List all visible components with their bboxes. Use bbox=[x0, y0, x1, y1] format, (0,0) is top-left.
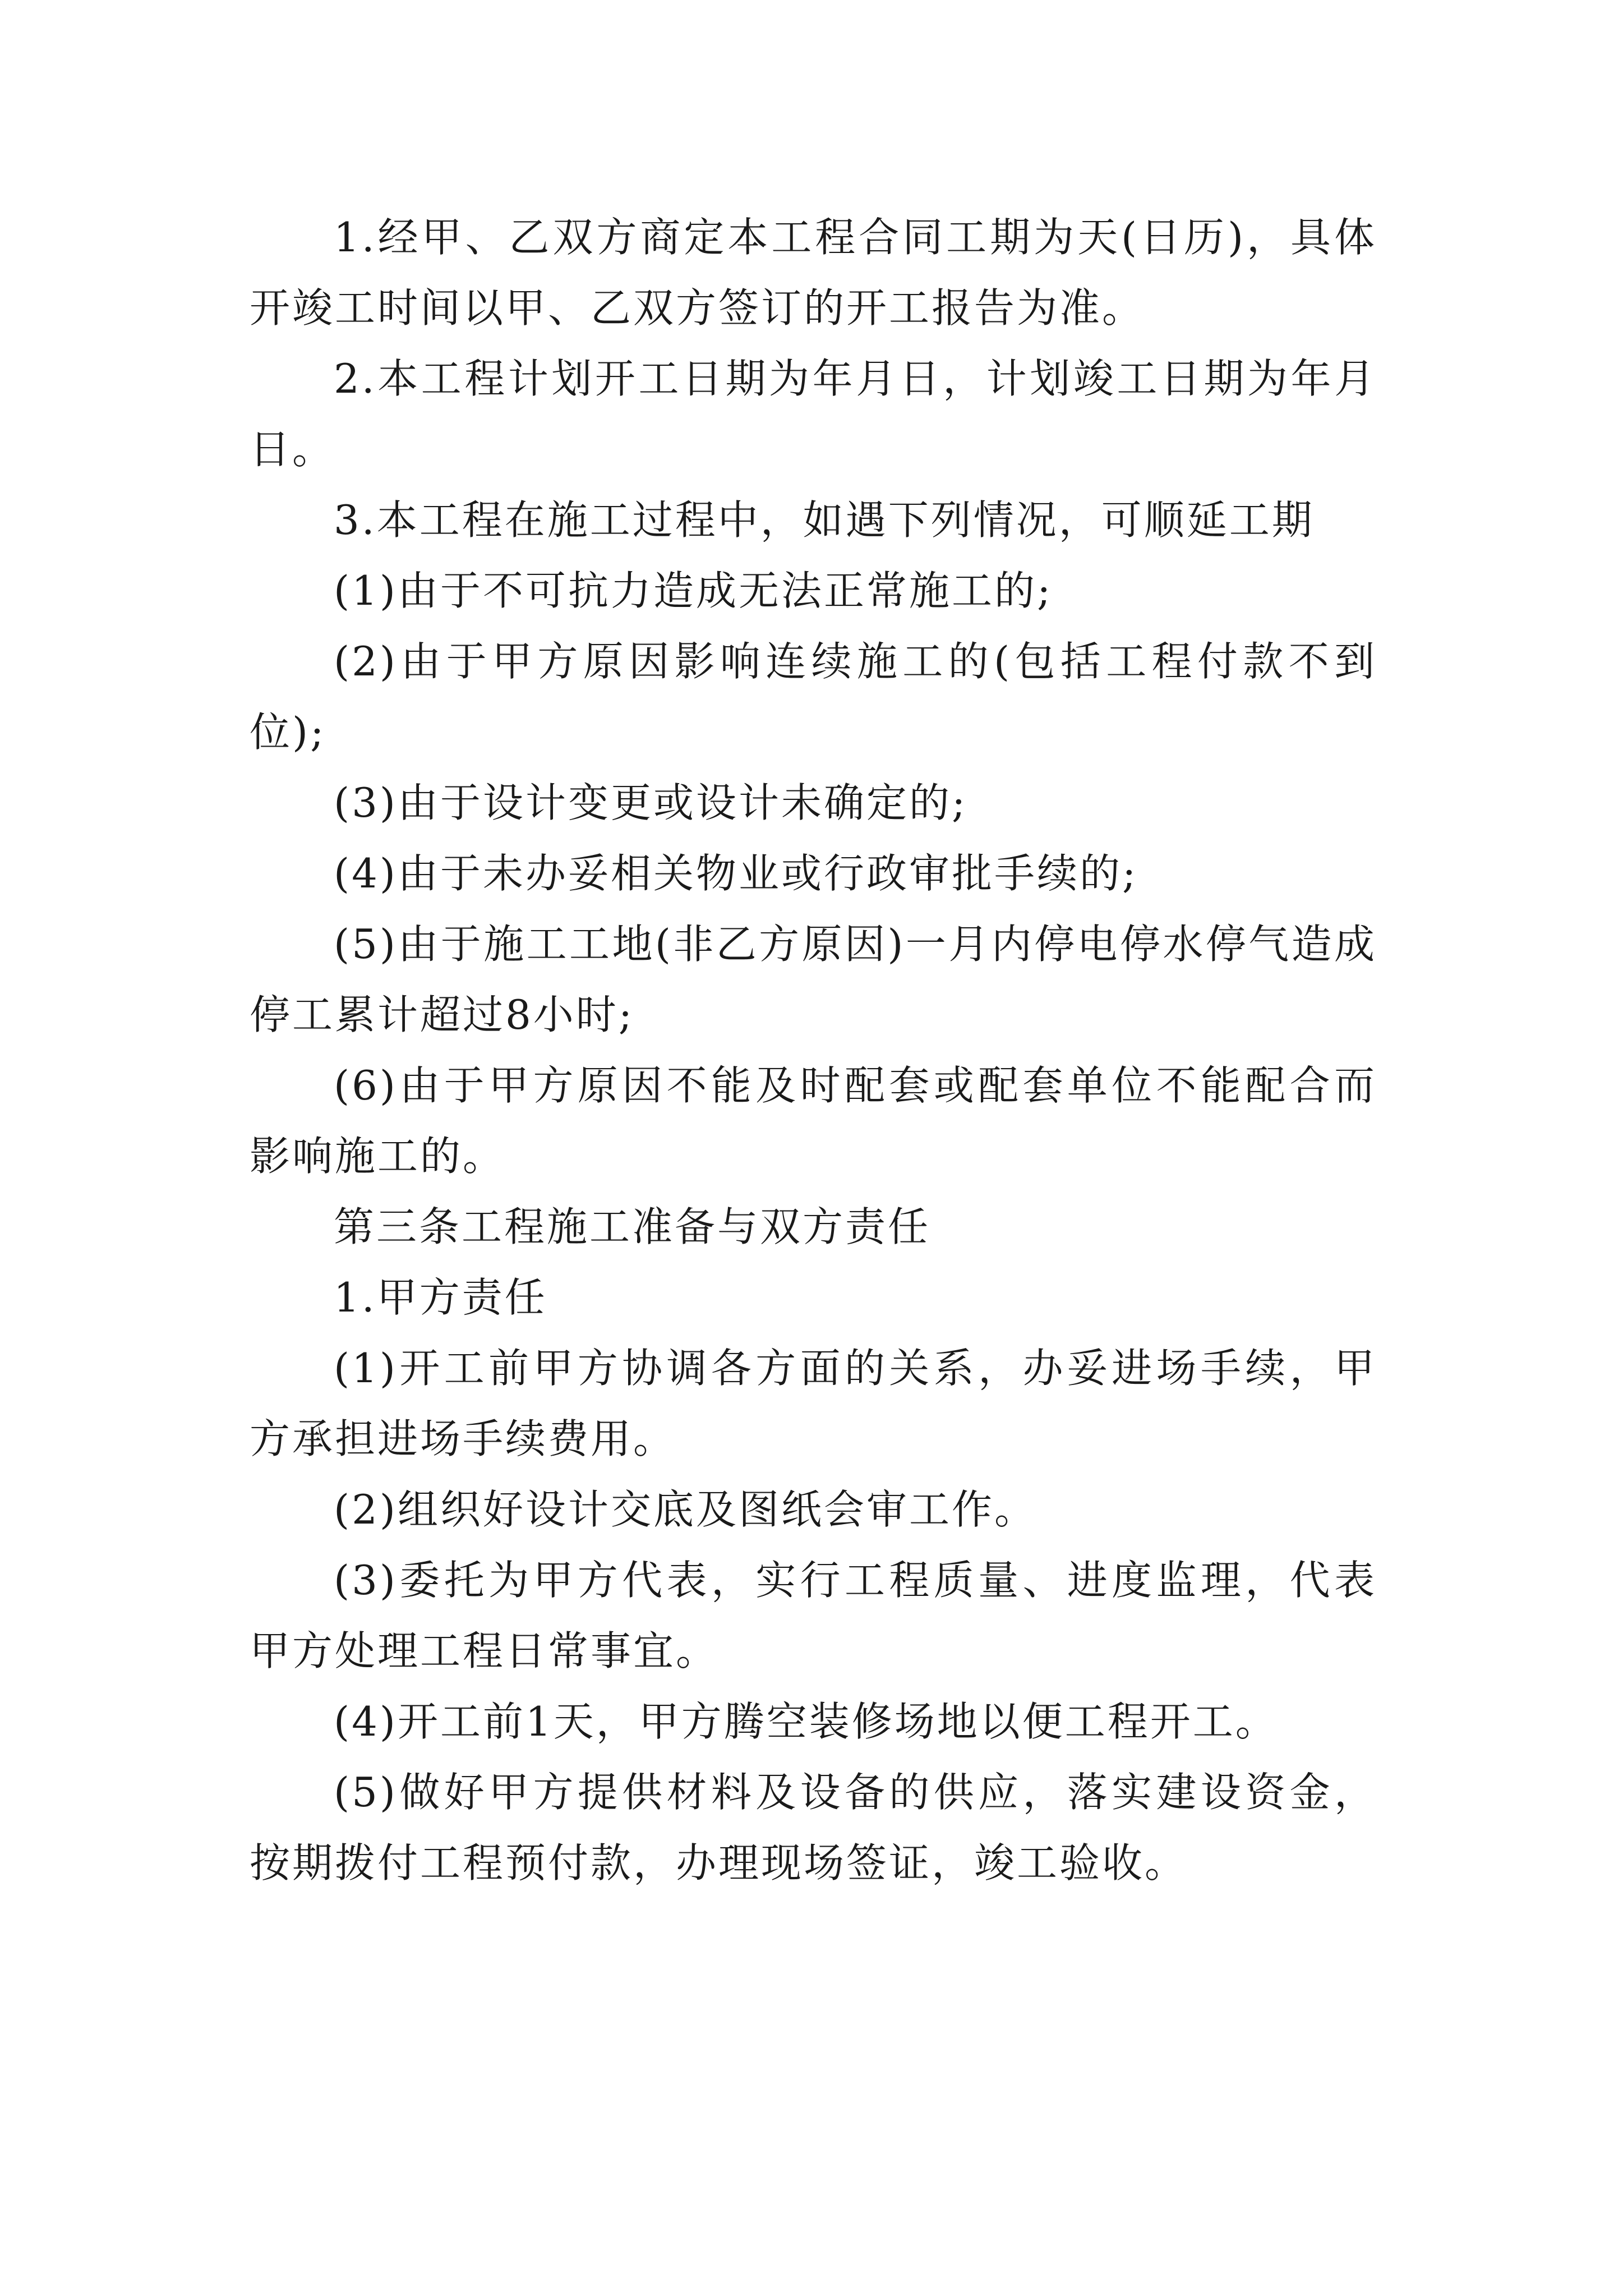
paragraph-8: (5)由于施工工地(非乙方原因)一月内停电停水停气造成停工累计超过8小时; bbox=[250, 921, 1377, 1038]
paragraph-9: (6)由于甲方原因不能及时配套或配套单位不能配合而影响施工的。 bbox=[250, 1062, 1377, 1180]
paragraph-5: (2)由于甲方原因影响连续施工的(包括工程付款不到位); bbox=[250, 638, 1377, 756]
paragraph-14: (3)委托为甲方代表，实行工程质量、进度监理，代表甲方处理工程日常事宜。 bbox=[250, 1557, 1377, 1674]
paragraph-16: (5)做好甲方提供材料及设备的供应，落实建设资金，按期拨付工程预付款，办理现场签证，竣工验收。 bbox=[250, 1769, 1377, 1887]
paragraph-1: 1.经甲、乙双方商定本工程合同工期为天(日历)，具体开竣工时间以甲、乙双方签订的开工报告为准。 bbox=[250, 214, 1377, 332]
paragraph-13: (2)组织好设计交底及图纸会审工作。 bbox=[334, 1486, 1037, 1533]
paragraph-7: (4)由于未办妥相关物业或行政审批手续的; bbox=[334, 850, 1138, 897]
document-body bbox=[250, 202, 1377, 1898]
section-heading: 第三条工程施工准备与双方责任 bbox=[334, 1203, 931, 1250]
paragraph-6: (3)由于设计变更或设计未确定的; bbox=[334, 779, 968, 826]
paragraph-12: (1)开工前甲方协调各方面的关系，办妥进场手续，甲方承担进场手续费用。 bbox=[250, 1345, 1377, 1462]
paragraph-2: 2.本工程计划开工日期为年月日，计划竣工日期为年月日。 bbox=[250, 355, 1377, 473]
paragraph-4: (1)由于不可抗力造成无法正常施工的; bbox=[334, 567, 1053, 614]
paragraph-15: (4)开工前1天，甲方腾空装修场地以便工程开工。 bbox=[334, 1698, 1278, 1745]
paragraph-3: 3.本工程在施工过程中，如遇下列情况，可顺延工期 bbox=[334, 496, 1315, 544]
subsection-heading: 1.甲方责任 bbox=[334, 1274, 547, 1321]
